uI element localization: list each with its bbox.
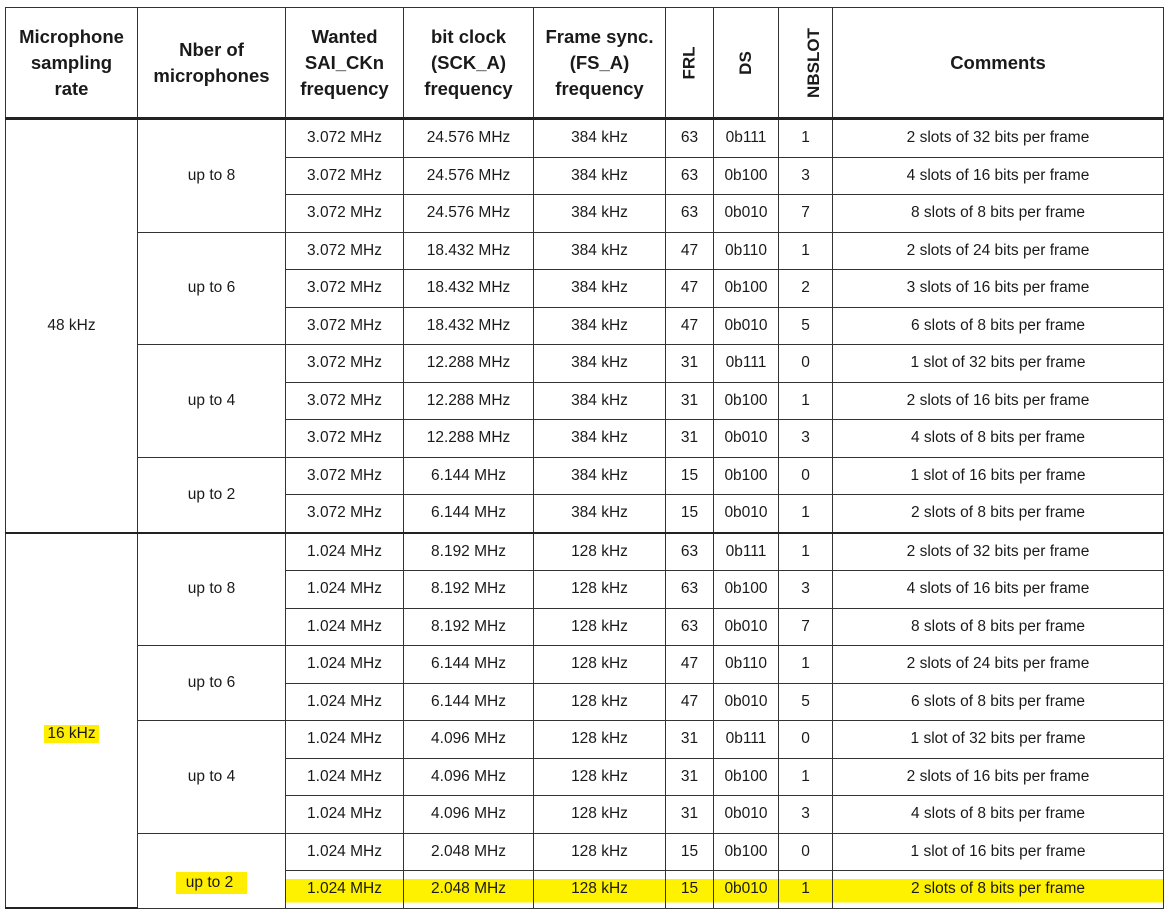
sai-ckn-cell: 3.072 MHz [286, 345, 404, 383]
comment-cell: 6 slots of 8 bits per frame [833, 683, 1164, 721]
sai-ckn-cell: 3.072 MHz [286, 495, 404, 533]
frame-sync-cell: 128 kHz [534, 683, 666, 721]
ds-cell: 0b010 [714, 420, 779, 458]
sai-ckn-cell: 3.072 MHz [286, 195, 404, 233]
table-row [6, 533, 1164, 571]
frl-cell: 31 [666, 758, 714, 796]
microphone-count-cell [138, 533, 286, 646]
ds-cell: 0b111 [714, 721, 779, 759]
frame-sync-cell: 384 kHz [534, 420, 666, 458]
comment-cell: 2 slots of 16 bits per frame [833, 382, 1164, 420]
frame-sync-cell: 384 kHz [534, 345, 666, 383]
frame-sync-cell: 128 kHz [534, 721, 666, 759]
table-row [6, 646, 1164, 684]
comment-cell: 8 slots of 8 bits per frame [833, 608, 1164, 646]
bit-clock-cell: 12.288 MHz [404, 345, 534, 383]
table-row [6, 345, 1164, 383]
sai-ckn-cell: 1.024 MHz [286, 758, 404, 796]
sai-ckn-cell: 1.024 MHz [286, 571, 404, 609]
frame-sync-cell: 128 kHz [534, 833, 666, 871]
frl-cell: 15 [666, 871, 714, 909]
comment-cell: 3 slots of 16 bits per frame [833, 270, 1164, 308]
sai-ckn-cell: 1.024 MHz [286, 646, 404, 684]
header-row [6, 8, 1164, 119]
ds-cell: 0b010 [714, 608, 779, 646]
frame-sync-cell: 384 kHz [534, 232, 666, 270]
nbslot-cell: 1 [779, 382, 833, 420]
frl-cell: 31 [666, 420, 714, 458]
sai-ckn-cell: 1.024 MHz [286, 608, 404, 646]
header-nbslot: NBSLOT [779, 8, 833, 119]
sampling-rate-label: 48 kHz [47, 316, 96, 334]
bit-clock-cell: 4.096 MHz [404, 758, 534, 796]
bit-clock-cell: 18.432 MHz [404, 270, 534, 308]
frame-sync-cell: 128 kHz [534, 871, 666, 909]
frame-sync-cell: 128 kHz [534, 758, 666, 796]
bit-clock-cell: 2.048 MHz [404, 833, 534, 871]
table-body [6, 119, 1164, 909]
bit-clock-cell: 18.432 MHz [404, 232, 534, 270]
comment-cell: 2 slots of 8 bits per frame [833, 871, 1164, 909]
nbslot-cell: 5 [779, 683, 833, 721]
microphone-count-cell [138, 833, 286, 908]
nbslot-cell: 1 [779, 533, 833, 571]
frame-sync-cell: 384 kHz [534, 157, 666, 195]
bit-clock-cell: 24.576 MHz [404, 195, 534, 233]
bit-clock-cell: 8.192 MHz [404, 571, 534, 609]
microphone-count-label: up to 4 [187, 391, 236, 409]
frl-cell: 47 [666, 307, 714, 345]
ds-cell: 0b100 [714, 758, 779, 796]
frl-cell: 15 [666, 457, 714, 495]
comment-cell: 1 slot of 16 bits per frame [833, 457, 1164, 495]
sai-ckn-cell: 1.024 MHz [286, 871, 404, 909]
ds-cell: 0b111 [714, 533, 779, 571]
header-sampling-rate: Microphone sampling rate [6, 8, 138, 119]
comment-cell: 1 slot of 16 bits per frame [833, 833, 1164, 871]
frl-cell: 63 [666, 571, 714, 609]
sai-ckn-cell: 3.072 MHz [286, 420, 404, 458]
comment-cell: 2 slots of 24 bits per frame [833, 646, 1164, 684]
ds-cell: 0b100 [714, 270, 779, 308]
bit-clock-cell: 6.144 MHz [404, 457, 534, 495]
ds-cell: 0b100 [714, 382, 779, 420]
frl-cell: 47 [666, 232, 714, 270]
sai-ckn-cell: 1.024 MHz [286, 796, 404, 834]
frl-cell: 15 [666, 833, 714, 871]
microphone-count-cell [138, 232, 286, 345]
header-comments: Comments [833, 8, 1164, 119]
bit-clock-cell: 18.432 MHz [404, 307, 534, 345]
bit-clock-cell: 24.576 MHz [404, 119, 534, 158]
bit-clock-cell: 6.144 MHz [404, 646, 534, 684]
frl-cell: 15 [666, 495, 714, 533]
frl-cell: 63 [666, 195, 714, 233]
sai-ckn-cell: 1.024 MHz [286, 683, 404, 721]
nbslot-cell: 1 [779, 232, 833, 270]
ds-cell: 0b111 [714, 119, 779, 158]
microphone-count-label: up to 8 [187, 580, 236, 598]
nbslot-cell: 7 [779, 608, 833, 646]
microphone-count-label: up to 6 [187, 674, 236, 691]
frame-sync-cell: 128 kHz [534, 608, 666, 646]
ds-cell: 0b110 [714, 646, 779, 684]
microphone-count-cell [138, 345, 286, 458]
nbslot-cell: 1 [779, 495, 833, 533]
comment-cell: 1 slot of 32 bits per frame [833, 721, 1164, 759]
microphone-count-label: up to 2 [176, 872, 247, 894]
ds-cell: 0b100 [714, 457, 779, 495]
microphone-count-label: up to 2 [187, 485, 236, 503]
bit-clock-cell: 12.288 MHz [404, 382, 534, 420]
nbslot-cell: 2 [779, 270, 833, 308]
frl-cell: 63 [666, 119, 714, 158]
bit-clock-cell: 6.144 MHz [404, 683, 534, 721]
frl-cell: 63 [666, 608, 714, 646]
table-row [6, 232, 1164, 270]
microphone-count-cell [138, 119, 286, 233]
frl-cell: 47 [666, 270, 714, 308]
frame-sync-cell: 384 kHz [534, 495, 666, 533]
nbslot-cell: 3 [779, 796, 833, 834]
sai-ckn-cell: 3.072 MHz [286, 382, 404, 420]
bit-clock-cell: 2.048 MHz [404, 871, 534, 909]
microphone-count-label: up to 8 [187, 166, 236, 184]
microphone-count-label: up to 4 [187, 767, 236, 785]
ds-cell: 0b110 [714, 232, 779, 270]
microphone-count-cell [138, 721, 286, 834]
frame-sync-cell: 384 kHz [534, 382, 666, 420]
nbslot-cell: 3 [779, 571, 833, 609]
nbslot-cell: 1 [779, 758, 833, 796]
frame-sync-cell: 128 kHz [534, 796, 666, 834]
nbslot-cell: 1 [779, 119, 833, 158]
header-frl: FRL [666, 8, 714, 119]
comment-cell: 1 slot of 32 bits per frame [833, 345, 1164, 383]
sai-ckn-cell: 3.072 MHz [286, 157, 404, 195]
frame-sync-cell: 128 kHz [534, 533, 666, 571]
frame-sync-cell: 384 kHz [534, 457, 666, 495]
ds-cell: 0b010 [714, 307, 779, 345]
bit-clock-cell: 4.096 MHz [404, 721, 534, 759]
nbslot-cell: 3 [779, 157, 833, 195]
comment-cell: 2 slots of 16 bits per frame [833, 758, 1164, 796]
frl-cell: 31 [666, 345, 714, 383]
sampling-rate-label: 16 kHz [44, 725, 98, 743]
frl-cell: 31 [666, 382, 714, 420]
sai-ckn-cell: 3.072 MHz [286, 457, 404, 495]
frame-sync-cell: 384 kHz [534, 270, 666, 308]
comment-cell: 2 slots of 32 bits per frame [833, 533, 1164, 571]
nbslot-cell: 1 [779, 646, 833, 684]
ds-cell: 0b100 [714, 157, 779, 195]
header-frame-sync: Frame sync. (FS_A) frequency [534, 8, 666, 119]
frl-cell: 63 [666, 157, 714, 195]
bit-clock-cell: 6.144 MHz [404, 495, 534, 533]
ds-cell: 0b111 [714, 345, 779, 383]
bit-clock-cell: 4.096 MHz [404, 796, 534, 834]
nbslot-cell: 0 [779, 457, 833, 495]
ds-cell: 0b100 [714, 833, 779, 871]
sai-ckn-cell: 3.072 MHz [286, 119, 404, 158]
bit-clock-cell: 8.192 MHz [404, 533, 534, 571]
ds-cell: 0b010 [714, 683, 779, 721]
comment-cell: 2 slots of 8 bits per frame [833, 495, 1164, 533]
nbslot-cell: 1 [779, 871, 833, 909]
sai-ckn-cell: 3.072 MHz [286, 307, 404, 345]
table-row [6, 833, 1164, 871]
comment-cell: 4 slots of 16 bits per frame [833, 157, 1164, 195]
sai-ckn-cell: 3.072 MHz [286, 270, 404, 308]
sampling-rate-cell [6, 119, 138, 533]
frl-cell: 63 [666, 533, 714, 571]
frame-sync-cell: 128 kHz [534, 571, 666, 609]
frl-cell: 31 [666, 721, 714, 759]
ds-cell: 0b100 [714, 571, 779, 609]
comment-cell: 4 slots of 8 bits per frame [833, 420, 1164, 458]
comment-cell: 2 slots of 24 bits per frame [833, 232, 1164, 270]
table-row [6, 721, 1164, 759]
nbslot-cell: 5 [779, 307, 833, 345]
nbslot-cell: 3 [779, 420, 833, 458]
ds-cell: 0b010 [714, 195, 779, 233]
ds-cell: 0b010 [714, 495, 779, 533]
comment-cell: 4 slots of 16 bits per frame [833, 571, 1164, 609]
sampling-rate-cell [6, 533, 138, 909]
table-row [6, 457, 1164, 495]
header-bit-clock: bit clock (SCK_A) frequency [404, 8, 534, 119]
sai-ckn-cell: 1.024 MHz [286, 721, 404, 759]
frl-cell: 31 [666, 796, 714, 834]
frl-cell: 47 [666, 683, 714, 721]
nbslot-cell: 0 [779, 721, 833, 759]
comment-cell: 4 slots of 8 bits per frame [833, 796, 1164, 834]
header-ds: DS [714, 8, 779, 119]
microphone-count-cell [138, 646, 286, 721]
nbslot-cell: 0 [779, 833, 833, 871]
microphone-count-label: up to 6 [187, 279, 236, 297]
header-sai-ckn: Wanted SAI_CKn frequency [286, 8, 404, 119]
ds-cell: 0b010 [714, 871, 779, 909]
frame-sync-cell: 128 kHz [534, 646, 666, 684]
nbslot-cell: 0 [779, 345, 833, 383]
sai-ckn-cell: 1.024 MHz [286, 533, 404, 571]
frame-sync-cell: 384 kHz [534, 119, 666, 158]
frame-sync-cell: 384 kHz [534, 195, 666, 233]
comment-cell: 6 slots of 8 bits per frame [833, 307, 1164, 345]
frame-sync-cell: 384 kHz [534, 307, 666, 345]
bit-clock-cell: 12.288 MHz [404, 420, 534, 458]
comment-cell: 2 slots of 32 bits per frame [833, 119, 1164, 158]
ds-cell: 0b010 [714, 796, 779, 834]
table-row [6, 119, 1164, 158]
sai-config-table [5, 7, 1164, 909]
header-nb-microphones: Nber of microphones [138, 8, 286, 119]
microphone-count-cell [138, 457, 286, 533]
bit-clock-cell: 8.192 MHz [404, 608, 534, 646]
frl-cell: 47 [666, 646, 714, 684]
sai-ckn-cell: 3.072 MHz [286, 232, 404, 270]
sai-ckn-cell: 1.024 MHz [286, 833, 404, 871]
nbslot-cell: 7 [779, 195, 833, 233]
bit-clock-cell: 24.576 MHz [404, 157, 534, 195]
comment-cell: 8 slots of 8 bits per frame [833, 195, 1164, 233]
